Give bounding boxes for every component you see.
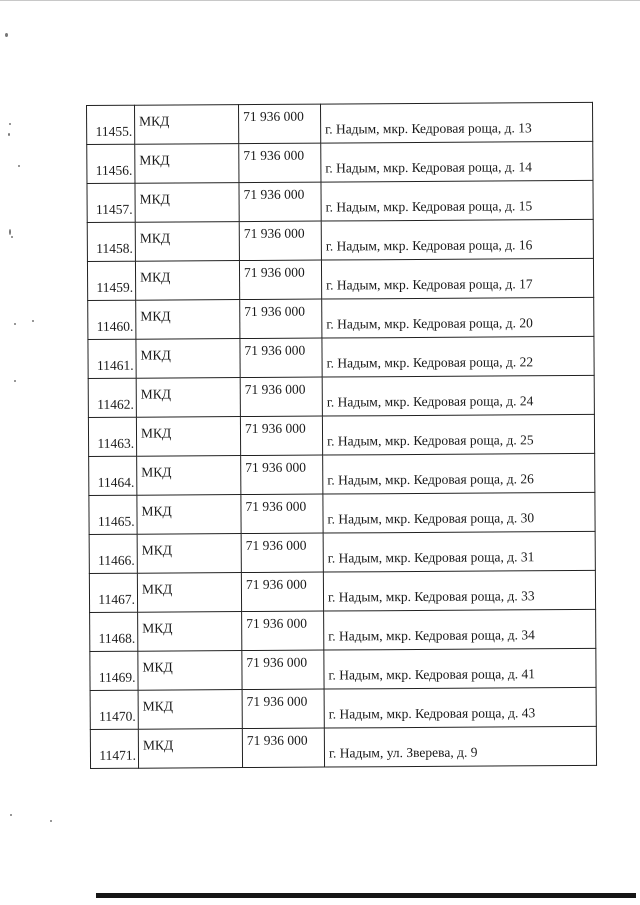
address-cell: г. Надым, мкр. Кедровая роща, д. 31 xyxy=(323,531,595,572)
object-type-cell: МКД xyxy=(136,300,240,340)
table-body xyxy=(87,102,597,768)
object-type-cell: МКД xyxy=(136,378,240,418)
object-type-cell: МКД xyxy=(138,729,242,769)
row-number-cell: 11464. xyxy=(89,456,137,495)
table-row xyxy=(90,687,596,729)
table-row xyxy=(90,609,596,651)
oktmo-code-cell: 71 936 000 xyxy=(241,533,323,573)
oktmo-code-cell: 71 936 000 xyxy=(240,416,322,456)
address-cell: г. Надым, мкр. Кедровая роща, д. 30 xyxy=(323,492,595,533)
table-row xyxy=(89,531,595,573)
row-number-cell: 11468. xyxy=(90,612,138,651)
scan-speck xyxy=(14,380,16,382)
oktmo-code-cell: 71 936 000 xyxy=(240,377,322,417)
oktmo-code-cell: 71 936 000 xyxy=(239,182,321,222)
row-number-cell: 11457. xyxy=(87,183,135,222)
row-number-cell: 11462. xyxy=(88,378,136,417)
table-row xyxy=(90,648,596,690)
table-row xyxy=(88,414,594,456)
address-cell: г. Надым, мкр. Кедровая роща, д. 13 xyxy=(320,102,592,143)
oktmo-code-cell: 71 936 000 xyxy=(240,338,322,378)
row-number-cell: 11470. xyxy=(90,690,138,729)
object-type-cell: МКД xyxy=(136,417,240,457)
address-cell: г. Надым, мкр. Кедровая роща, д. 26 xyxy=(323,453,595,494)
row-number-cell: 11455. xyxy=(87,105,135,144)
address-cell: г. Надым, мкр. Кедровая роща, д. 14 xyxy=(321,141,593,182)
scan-speck xyxy=(8,133,10,136)
oktmo-code-cell: 71 936 000 xyxy=(242,611,324,651)
object-type-cell: МКД xyxy=(137,456,241,496)
oktmo-code-cell: 71 936 000 xyxy=(241,455,323,495)
scan-speck xyxy=(11,236,13,238)
oktmo-code-cell: 71 936 000 xyxy=(240,299,322,339)
row-number-cell: 11471. xyxy=(90,729,138,768)
oktmo-code-cell: 71 936 000 xyxy=(242,650,324,690)
scan-speck xyxy=(9,229,11,235)
row-number-cell: 11463. xyxy=(88,417,136,456)
scan-speck xyxy=(5,33,8,37)
address-cell: г. Надым, мкр. Кедровая роща, д. 15 xyxy=(321,180,593,221)
address-register-table xyxy=(86,102,597,769)
table-row xyxy=(87,141,593,183)
object-type-cell: МКД xyxy=(137,573,241,613)
address-cell: г. Надым, мкр. Кедровая роща, д. 25 xyxy=(322,414,594,455)
table-row xyxy=(90,726,596,768)
scan-speck xyxy=(9,123,11,125)
address-cell: г. Надым, мкр. Кедровая роща, д. 22 xyxy=(322,336,594,377)
address-cell: г. Надым, мкр. Кедровая роща, д. 24 xyxy=(322,375,594,416)
oktmo-code-cell: 71 936 000 xyxy=(241,572,323,612)
row-number-cell: 11460. xyxy=(88,300,136,339)
address-cell: г. Надым, мкр. Кедровая роща, д. 33 xyxy=(323,570,595,611)
scan-speck xyxy=(10,814,12,816)
table-row xyxy=(89,492,595,534)
oktmo-code-cell: 71 936 000 xyxy=(241,494,323,534)
object-type-cell: МКД xyxy=(137,534,241,574)
table-row xyxy=(88,336,594,378)
object-type-cell: МКД xyxy=(137,495,241,535)
address-cell: г. Надым, мкр. Кедровая роща, д. 20 xyxy=(322,297,594,338)
table-row xyxy=(87,258,593,300)
row-number-cell: 11466. xyxy=(89,534,137,573)
oktmo-code-cell: 71 936 000 xyxy=(242,728,324,768)
scan-speck xyxy=(14,323,16,325)
address-cell: г. Надым, мкр. Кедровая роща, д. 16 xyxy=(321,219,593,260)
table-row xyxy=(87,180,593,222)
table-row xyxy=(89,570,595,612)
row-number-cell: 11458. xyxy=(87,222,135,261)
scan-speck xyxy=(32,320,34,322)
row-number-cell: 11456. xyxy=(87,144,135,183)
table-row xyxy=(87,219,593,261)
row-number-cell: 11459. xyxy=(87,261,135,300)
scan-speck xyxy=(50,820,52,822)
table-row xyxy=(88,375,594,417)
oktmo-code-cell: 71 936 000 xyxy=(239,104,321,144)
object-type-cell: МКД xyxy=(138,651,242,691)
table-row xyxy=(88,297,594,339)
oktmo-code-cell: 71 936 000 xyxy=(239,221,321,261)
oktmo-code-cell: 71 936 000 xyxy=(239,260,321,300)
address-cell: г. Надым, мкр. Кедровая роща, д. 17 xyxy=(321,258,593,299)
object-type-cell: МКД xyxy=(135,222,239,262)
address-cell: г. Надым, мкр. Кедровая роща, д. 41 xyxy=(324,648,596,689)
row-number-cell: 11467. xyxy=(89,573,137,612)
table-row xyxy=(87,102,593,144)
scan-speck xyxy=(18,165,20,167)
object-type-cell: МКД xyxy=(135,144,239,184)
row-number-cell: 11469. xyxy=(90,651,138,690)
object-type-cell: МКД xyxy=(135,183,239,223)
table-row xyxy=(89,453,595,495)
oktmo-code-cell: 71 936 000 xyxy=(239,143,321,183)
address-cell: г. Надым, ул. Зверева, д. 9 xyxy=(324,726,596,767)
row-number-cell: 11461. xyxy=(88,339,136,378)
object-type-cell: МКД xyxy=(135,105,239,145)
bottom-scan-bar xyxy=(96,893,636,898)
address-cell: г. Надым, мкр. Кедровая роща, д. 34 xyxy=(324,609,596,650)
oktmo-code-cell: 71 936 000 xyxy=(242,689,324,729)
object-type-cell: МКД xyxy=(135,261,239,301)
top-edge-rule xyxy=(0,0,640,1)
object-type-cell: МКД xyxy=(138,612,242,652)
row-number-cell: 11465. xyxy=(89,495,137,534)
object-type-cell: МКД xyxy=(138,690,242,730)
address-cell: г. Надым, мкр. Кедровая роща, д. 43 xyxy=(324,687,596,728)
object-type-cell: МКД xyxy=(136,339,240,379)
